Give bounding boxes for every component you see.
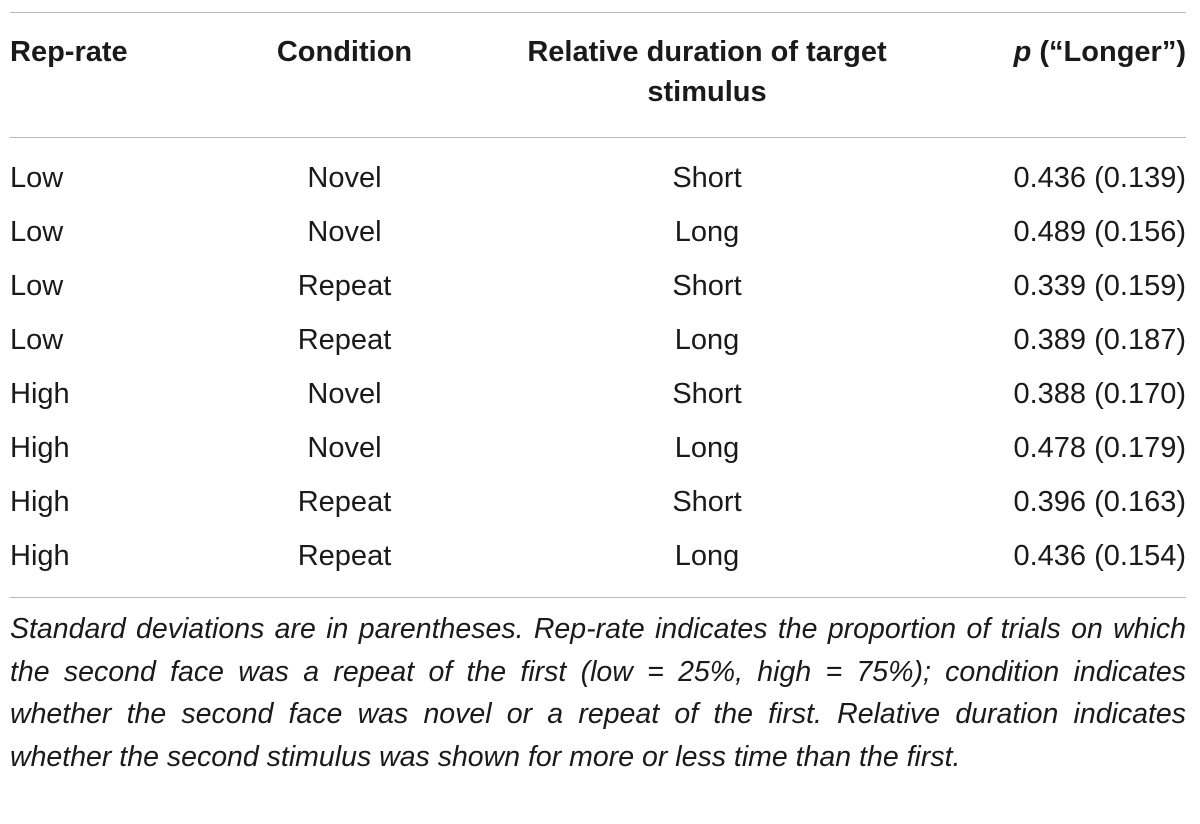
header-condition: Condition bbox=[276, 36, 413, 68]
results-table bbox=[10, 13, 1186, 583]
bottom-rule bbox=[10, 597, 1186, 598]
cell-p-longer: 0.389 (0.187) bbox=[1013, 324, 1186, 356]
cell-relative-duration: Long bbox=[674, 540, 740, 572]
header-relative-duration: Relative duration of target stimulus bbox=[527, 36, 887, 108]
cell-relative-duration: Short bbox=[672, 162, 742, 194]
table-header bbox=[10, 13, 1186, 137]
cell-relative-duration: Short bbox=[672, 378, 742, 410]
table-row bbox=[10, 313, 1186, 367]
table-row bbox=[10, 421, 1186, 475]
body-spacer bbox=[10, 137, 1186, 151]
cell-p-longer: 0.436 (0.139) bbox=[1013, 162, 1186, 194]
cell-p-longer: 0.478 (0.179) bbox=[1013, 432, 1186, 464]
cell-rep-rate: High bbox=[10, 378, 70, 410]
cell-condition: Repeat bbox=[297, 270, 392, 302]
cell-condition: Repeat bbox=[297, 324, 392, 356]
table-row bbox=[10, 259, 1186, 313]
cell-rep-rate: Low bbox=[10, 270, 64, 302]
header-p-symbol: p bbox=[1013, 36, 1032, 68]
cell-rep-rate: High bbox=[10, 540, 70, 572]
cell-p-longer: 0.388 (0.170) bbox=[1013, 378, 1186, 410]
table-row bbox=[10, 367, 1186, 421]
table-row bbox=[10, 205, 1186, 259]
cell-relative-duration: Long bbox=[674, 216, 740, 248]
cell-p-longer: 0.396 (0.163) bbox=[1013, 486, 1186, 518]
cell-relative-duration: Short bbox=[672, 270, 742, 302]
table-footnote: Standard deviations are in parentheses. Rep-rate indicates the proportion of trials on which the second face was a repeat of the first (low = 25%, high = 75%); condition indicates whether the second face was novel or a repeat of the first. Relative duration indicates whether the second stimulus was shown for more or less time than the first. bbox=[10, 613, 1186, 773]
cell-condition: Novel bbox=[307, 162, 382, 194]
cell-condition: Novel bbox=[307, 216, 382, 248]
cell-rep-rate: High bbox=[10, 432, 70, 464]
cell-relative-duration: Short bbox=[672, 486, 742, 518]
cell-rep-rate: Low bbox=[10, 216, 64, 248]
cell-rep-rate: Low bbox=[10, 324, 64, 356]
cell-condition: Novel bbox=[307, 378, 382, 410]
header-p-longer bbox=[925, 13, 1186, 137]
cell-rep-rate: High bbox=[10, 486, 70, 518]
cell-condition: Novel bbox=[307, 432, 382, 464]
cell-rep-rate: Low bbox=[10, 162, 64, 194]
cell-condition: Repeat bbox=[297, 486, 392, 518]
header-p-label: (“Longer”) bbox=[1031, 36, 1186, 68]
table-row bbox=[10, 475, 1186, 529]
table-row bbox=[10, 151, 1186, 205]
table-row bbox=[10, 529, 1186, 583]
table-body bbox=[10, 137, 1186, 583]
cell-p-longer: 0.339 (0.159) bbox=[1013, 270, 1186, 302]
header-rep-rate: Rep-rate bbox=[10, 36, 128, 68]
cell-p-longer: 0.436 (0.154) bbox=[1013, 540, 1186, 572]
cell-condition: Repeat bbox=[297, 540, 392, 572]
cell-relative-duration: Long bbox=[674, 432, 740, 464]
header-row bbox=[10, 13, 1186, 137]
cell-p-longer: 0.489 (0.156) bbox=[1013, 216, 1186, 248]
cell-relative-duration: Long bbox=[674, 324, 740, 356]
